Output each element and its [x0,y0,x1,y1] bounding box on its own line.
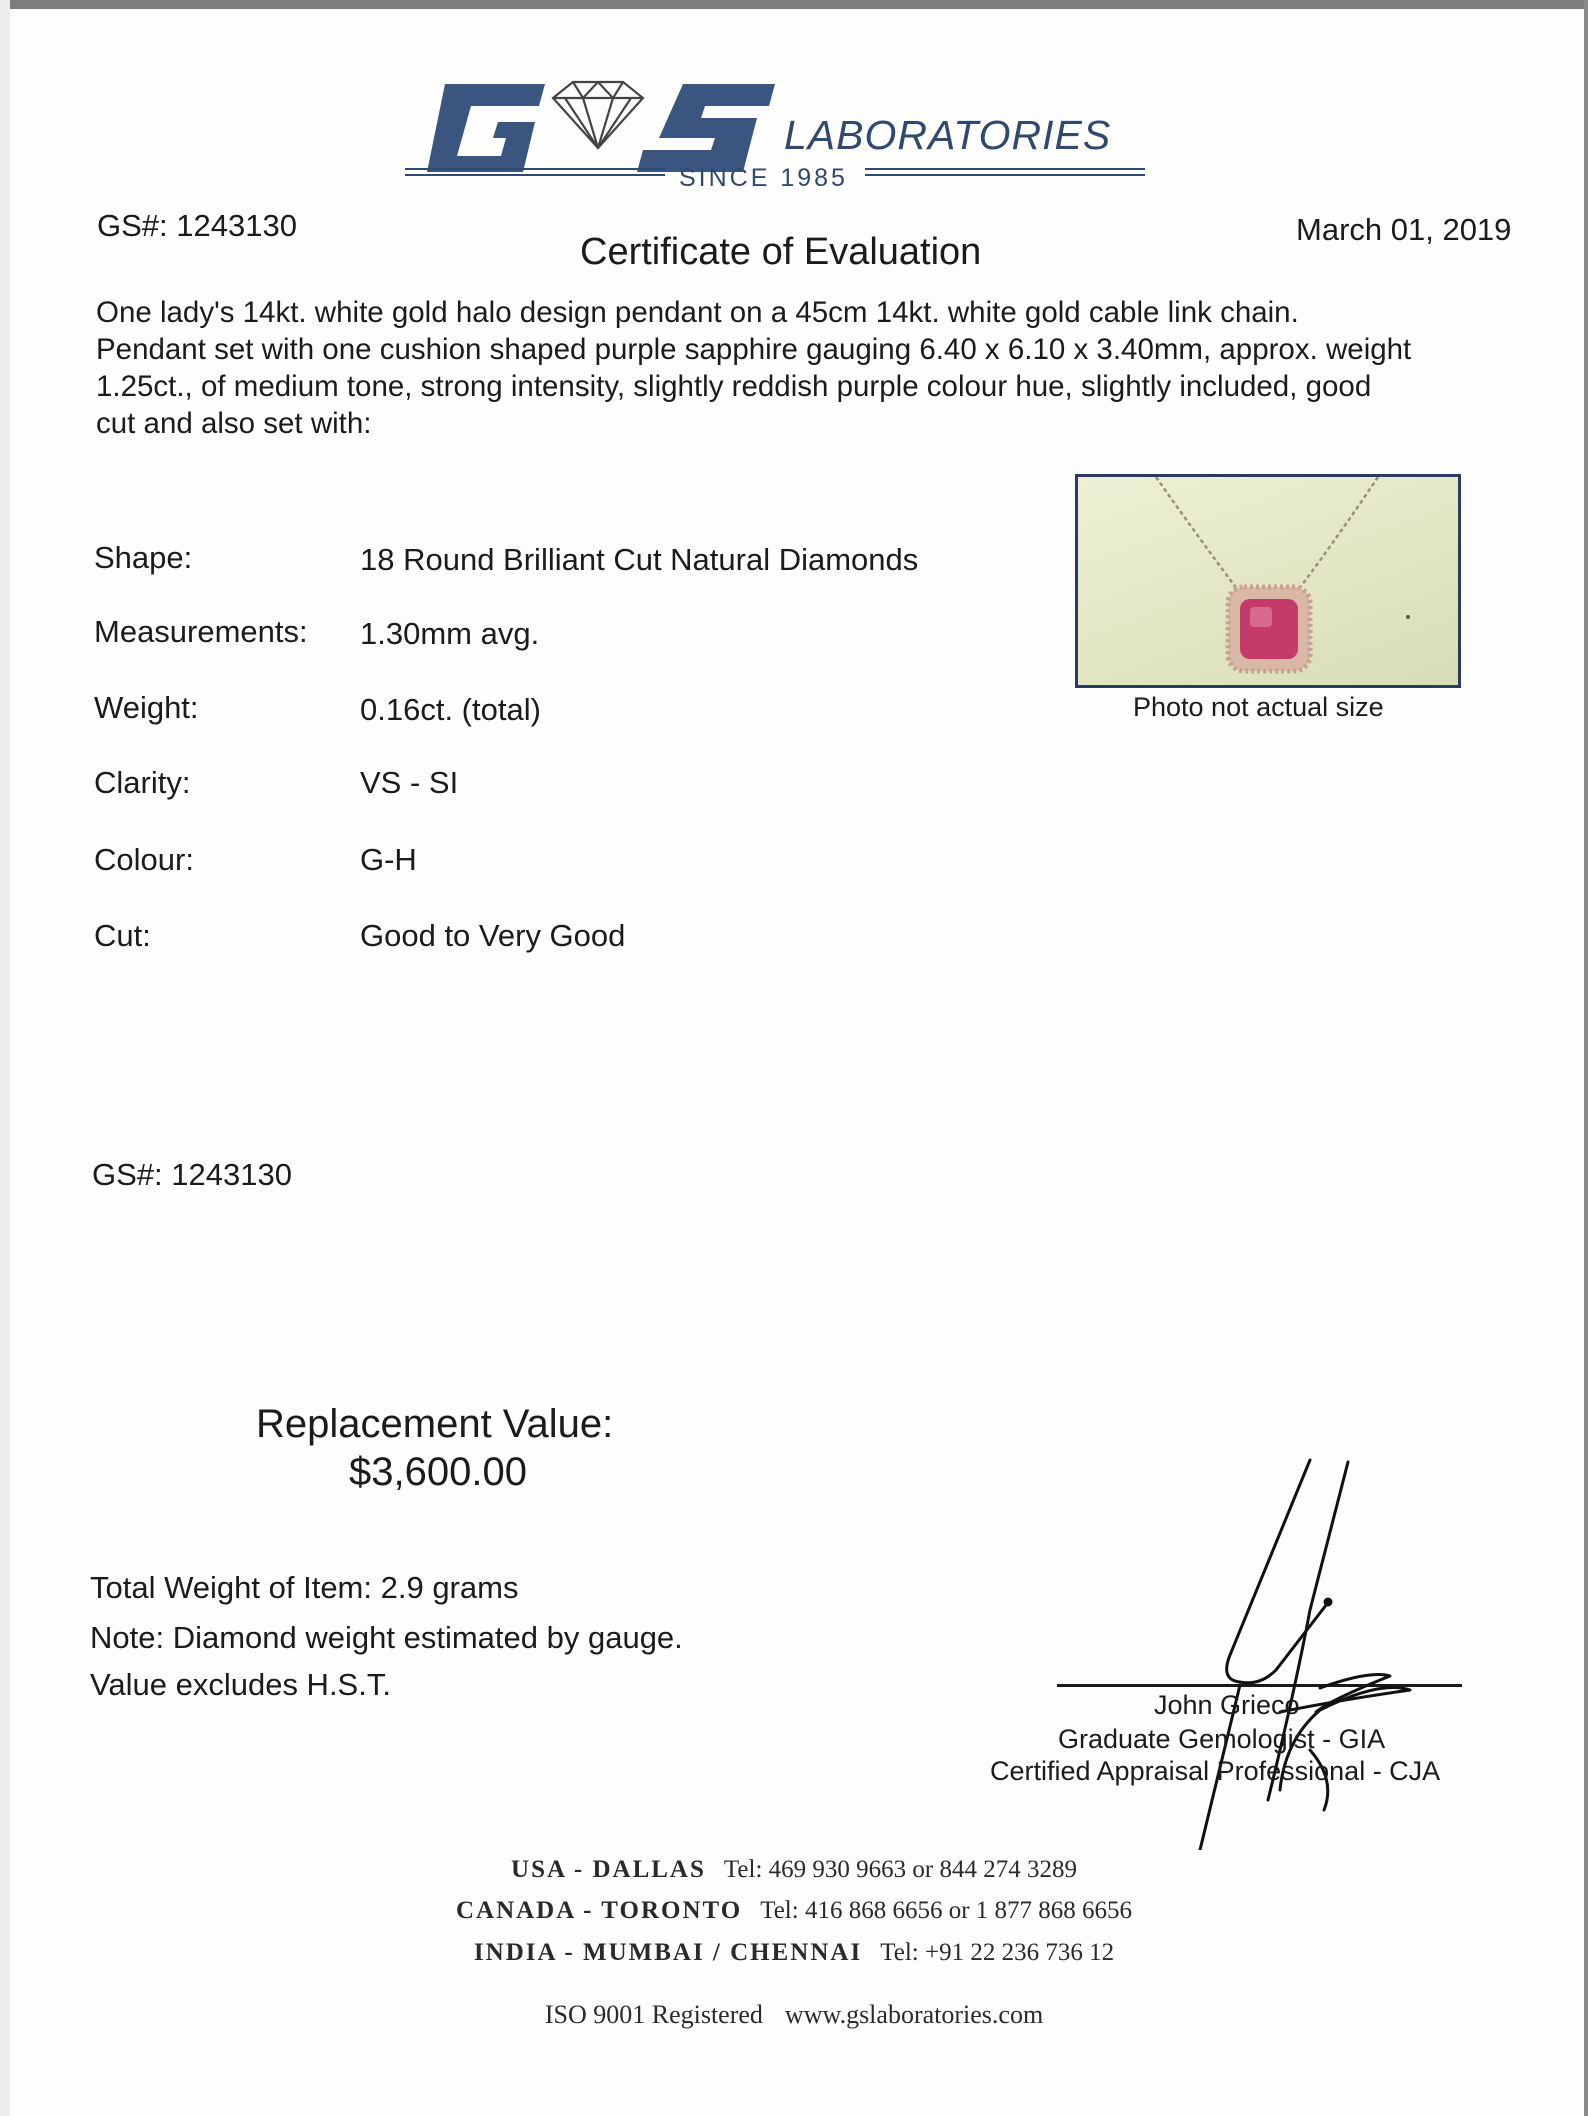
scan-border-right [1584,0,1588,2116]
replacement-value-label: Replacement Value: [256,1402,614,1446]
gs-laboratories-logo [405,74,1165,194]
spec-value-weight: 0.16ct. (total) [360,692,541,727]
signatory-name: John Grieco [1154,1690,1300,1720]
signatory-title-gia: Graduate Gemologist - GIA [1058,1724,1386,1754]
contact-tel: Tel: 416 868 6656 or 1 877 868 6656 [760,1897,1133,1924]
certificate-date: March 01, 2019 [1296,212,1512,247]
pendant-photo [1075,474,1461,688]
total-weight-note: Total Weight of Item: 2.9 grams [90,1570,519,1605]
iso-website-line [0,2000,1588,2030]
gs-number-footer: GS#: 1243130 [92,1157,292,1192]
spec-label-cut: Cut: [94,918,151,953]
hst-note: Value excludes H.S.T. [90,1667,391,1702]
scan-border-top [0,0,1588,9]
gs-number-top: GS#: 1243130 [97,208,297,243]
spec-value-cut: Good to Very Good [360,918,626,953]
contact-india [0,1939,1588,1967]
website-link[interactable]: www.gslaboratories.com [784,2000,1044,2029]
signatory-title-cja: Certified Appraisal Professional - CJA [990,1756,1441,1786]
spec-label-measurements: Measurements: [94,614,308,649]
contact-tel: Tel: 469 930 9663 or 844 274 3289 [723,1856,1077,1883]
contact-city: USA - DALLAS [511,1856,706,1883]
pendant-illustration [1078,477,1458,685]
laboratories-wordmark: LABORATORIES [784,112,1112,158]
photo-caption: Photo not actual size [1133,692,1384,722]
spec-label-colour: Colour: [94,842,194,877]
since-1985: SINCE 1985 [679,164,848,192]
contact-usa [0,1856,1588,1884]
spec-value-shape: 18 Round Brilliant Cut Natural Diamonds [360,542,919,577]
certificate-title: Certificate of Evaluation [580,231,982,273]
spec-label-shape: Shape: [94,540,193,575]
contact-city: INDIA - MUMBAI / CHENNAI [473,1939,863,1966]
spec-label-clarity: Clarity: [94,765,191,800]
handwritten-signature [1080,1450,1420,1850]
iso-registration: ISO 9001 Registered [544,2000,763,2029]
spec-label-weight: Weight: [94,690,199,725]
replacement-value-amount: $3,600.00 [349,1450,527,1494]
contact-tel: Tel: +91 22 236 736 12 [880,1939,1115,1966]
spec-value-clarity: VS - SI [360,765,459,800]
item-description: One lady's 14kt. white gold halo design pendant on a 45cm 14kt. white gold cable link chain. Pendant set with one cushion shaped purple sapphire gauging 6.40 x 6.10 x 3.40mm, approx. weight 1.25ct., of medium tone, strong intensity, slightly reddish purple colour hue, slightly included, good cut and also set with: [96,296,1412,440]
spec-value-measurements: 1.30mm avg. [360,616,540,651]
diamond-weight-note: Note: Diamond weight estimated by gauge. [90,1620,683,1655]
contact-canada [0,1897,1588,1925]
spec-value-colour: G-H [360,842,417,877]
scan-border-left [0,0,10,2116]
contact-city: CANADA - TORONTO [455,1897,743,1924]
